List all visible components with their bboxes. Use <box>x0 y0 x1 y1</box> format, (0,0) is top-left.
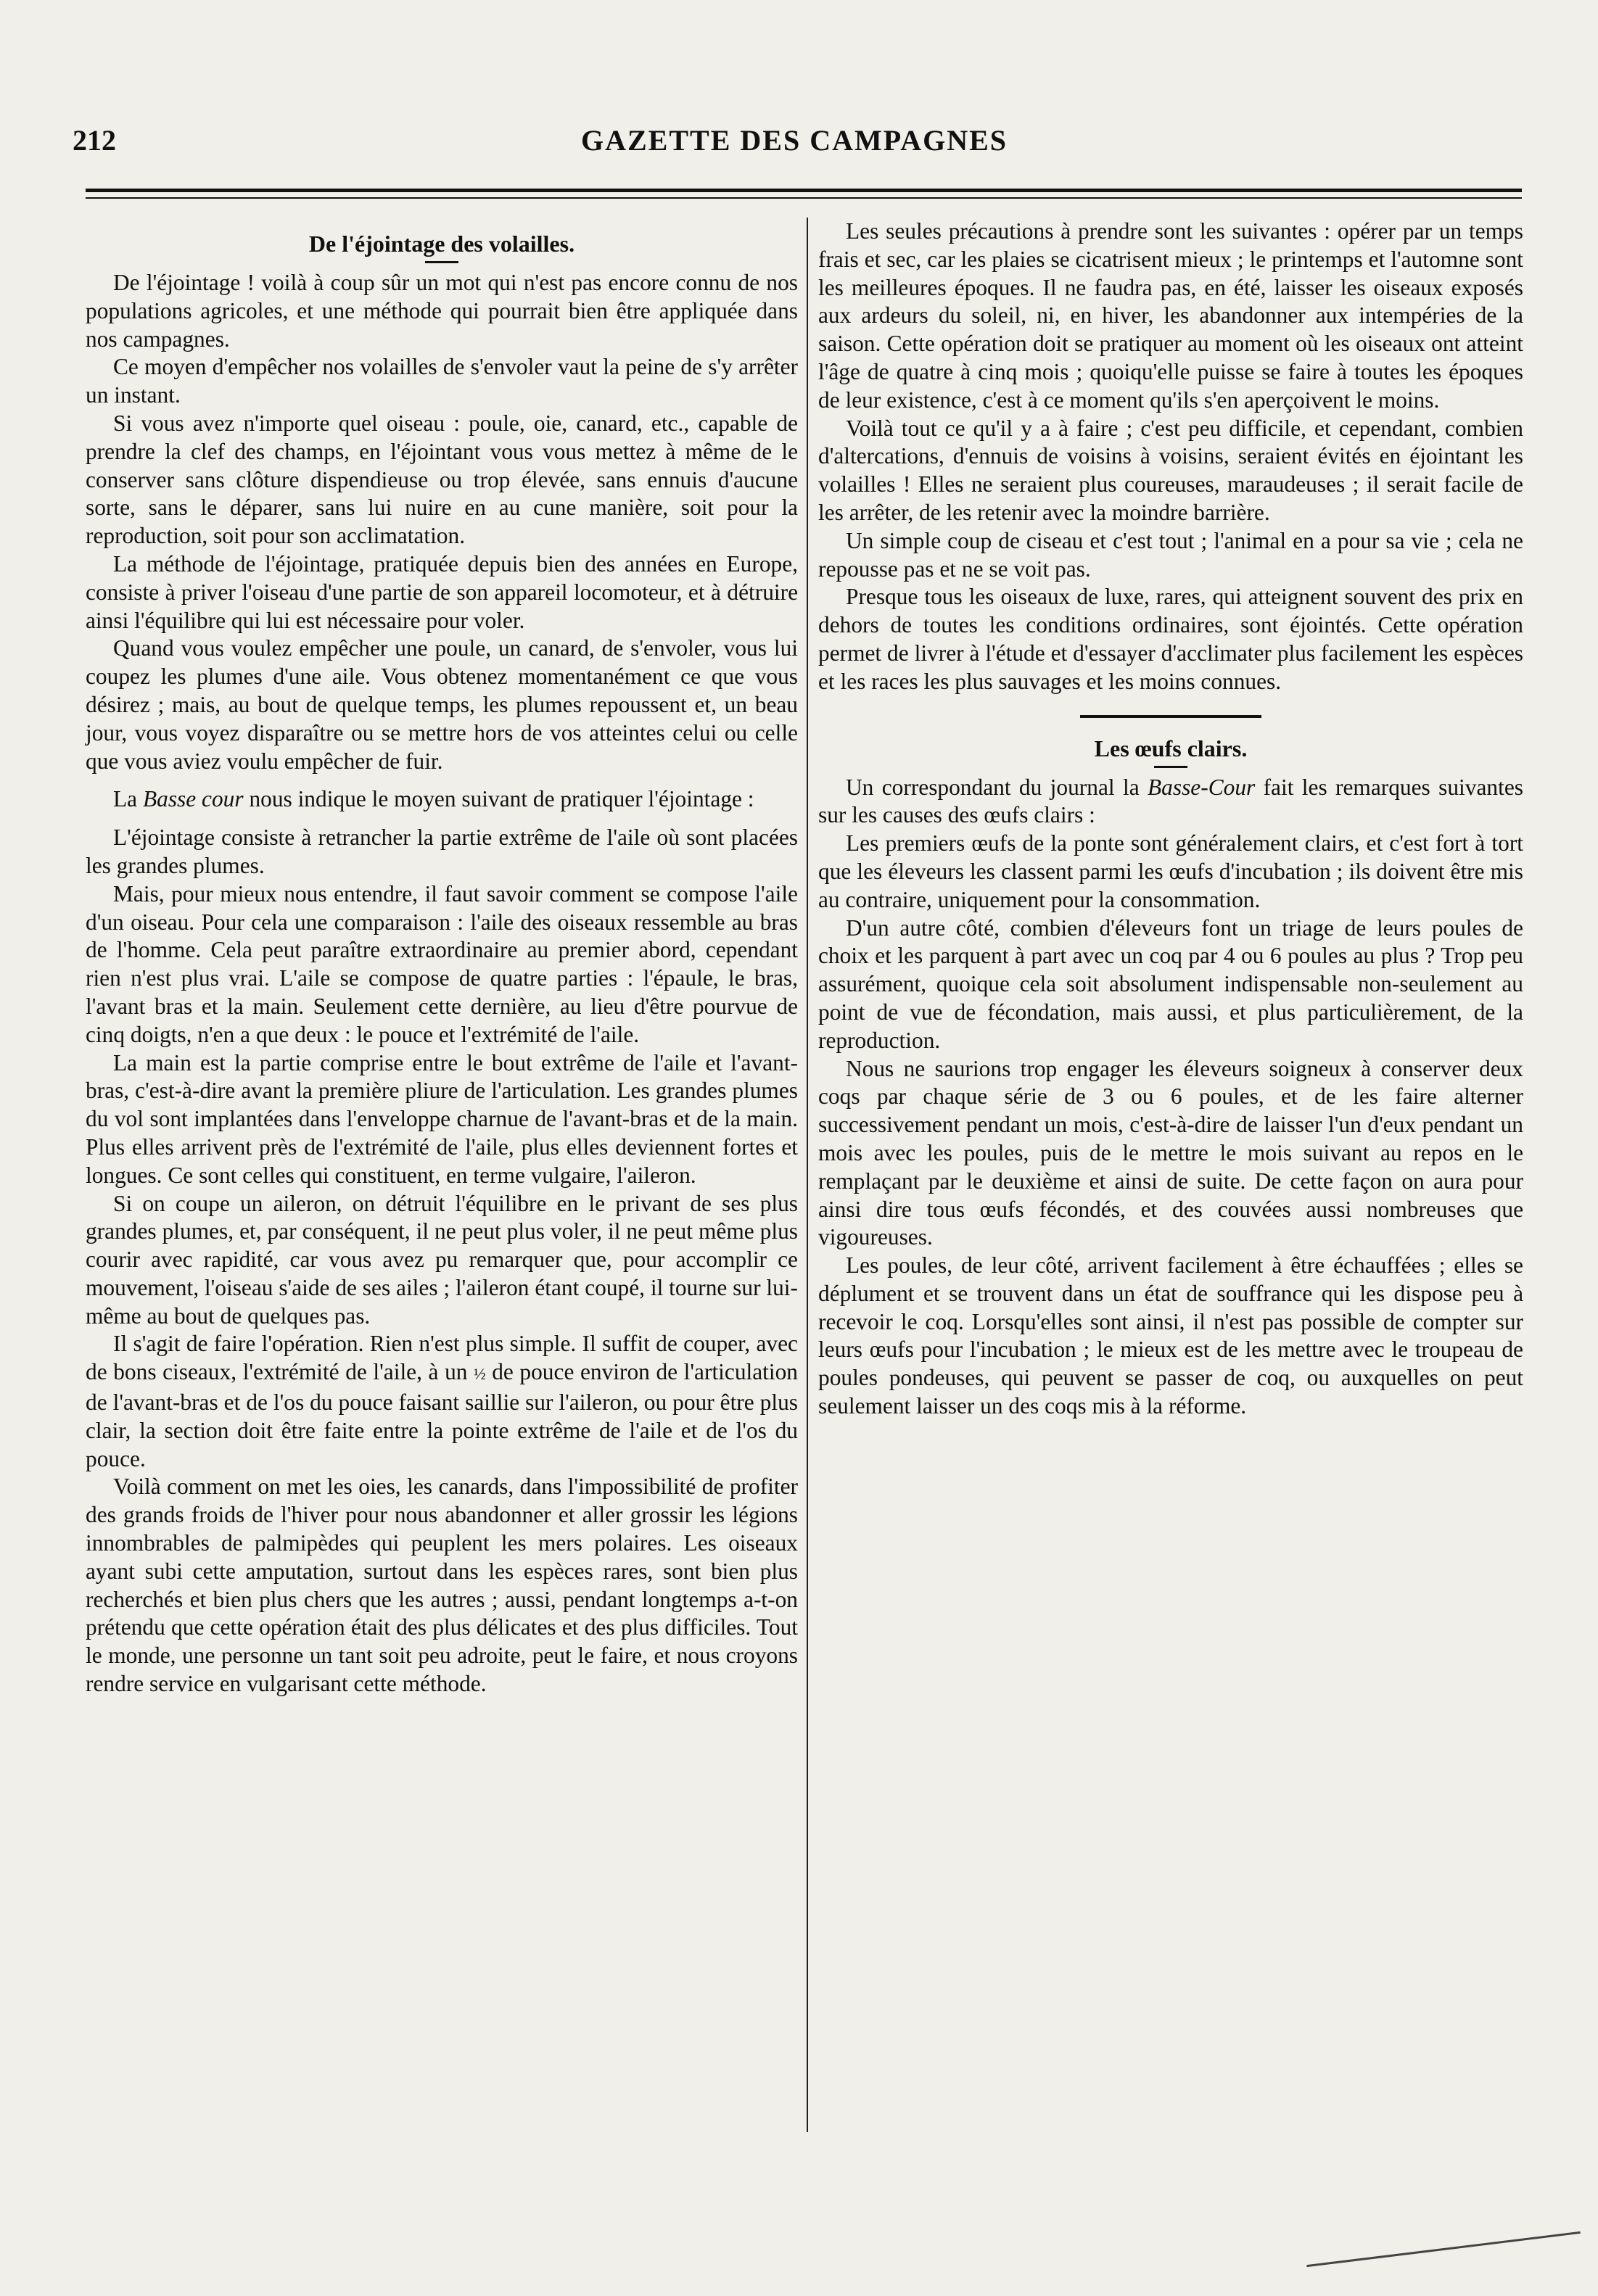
article-separator <box>1080 715 1261 718</box>
title-dash <box>425 261 458 263</box>
paragraph <box>86 785 798 814</box>
page-header <box>65 123 1523 167</box>
text-run: de pouce environ de l'articulation de l'avant-bras et de l'os du pouce faisant saillie sur l'aileron, ou pour être plus clair, la section doit être faite entre la pointe extrême de l'aile et de l'os du pouce. <box>86 1359 799 1471</box>
paragraph: De l'éjointage ! voilà à coup sûr un mot qui n'est pas encore connu de nos populations agricoles, et une méthode qui pourrait bien être appliquée dans nos campagnes. <box>86 270 798 352</box>
paragraph: Mais, pour mieux nous entendre, il faut savoir comment se compose l'aile d'un oiseau. Pour cela une comparaison : l'aile des oiseaux ressemble au bras de l'homme. Cela peut paraître extraordinaire au premier abord, cependant rien n'est plus vrai. L'aile se compose de quatre parties : l'épaule, le bras, l'avant bras et la main. Seulement cette dernière, au lieu d'être pourvue de cinq doigts, n'en a que deux : le pouce et l'extrémité de l'aile. <box>86 880 798 1047</box>
article-title-oeufs-clairs: Les œufs clairs. <box>1094 735 1248 761</box>
paragraph: Un simple coup de ciseau et c'est tout ; l'animal en a pour sa vie ; cela ne repousse pas et ne se voit pas. <box>818 527 1523 582</box>
paragraph: L'éjointage consiste à retrancher la partie extrême de l'aile où sont placées les grandes plumes. <box>86 825 798 878</box>
page-number: 212 <box>73 124 116 157</box>
paragraph: La méthode de l'éjointage, pratiquée depuis bien des années en Europe, consiste à priver l'oiseau d'une partie de son appareil locomoteur, et à détruire ainsi l'équilibre qui lui est nécessaire pour voler. <box>86 550 798 633</box>
paragraph: Voilà tout ce qu'il y a à faire ; c'est peu difficile, et cependant, combien d'altercations, d'ennuis de voisins à voisins, seraient évités en éjointant les volailles ! Elles ne seraient plus coureuses, maraudeuses ; il serait facile de les arrêter, de les retenir avec la moindre barrière. <box>818 415 1523 525</box>
header-rule-thin <box>86 197 1522 199</box>
header-rule-thick <box>86 189 1522 192</box>
paragraph: Nous ne saurions trop engager les éleveurs soigneux à conserver deux coqs par chaque série de 3 ou 6 poules, et de les faire alterner successivement pendant un mois, c'est-à-dire de laisser l'un d'eux pendant un mois avec les poules, puis de le mettre le mois suivant au repos en le remplaçant par le deuxième et ainsi de suite. De cette façon on aura pour ainsi dire tous œufs fécondés, et des couvées aussi nombreuses que vigoureuses. <box>818 1055 1523 1250</box>
paragraph: Si vous avez n'importe quel oiseau : poule, oie, canard, etc., capable de prendre la clef des champs, en l'éjointant vous vous mettez à même de le conserver sans clôture dispendieuse ou trop élevée, sans ennuis d'aucune sorte, sans le déparer, sans lui nuire en au cune manière, soit pour la reproduction, soit pour son acclimatation. <box>86 410 798 549</box>
ink-stroke <box>1306 2231 1581 2267</box>
paragraph: Ce moyen d'empêcher nos volailles de s'envoler vaut la peine de s'y arrêter un instant. <box>86 354 798 408</box>
text-run: La <box>113 786 143 812</box>
article-title-ejointage: De l'éjointage des volailles. <box>308 231 575 257</box>
text-run: Un correspondant du journal la <box>846 774 1148 800</box>
paragraph: Les poules, de leur côté, arrivent facilement à être échauffées ; elles se déplument et se trouvent dans un état de souffrance qui les dispose peu à recevoir le coq. Lorsqu'elles sont ainsi, il n'est pas possible de compter sur leurs œufs pour l'incubation ; le mieux est de les mettre avec le troupeau de poules pondeuses, qui peuvent se passer de coq, ou auxquelles on peut seulement laisser un des coqs mis à la réforme. <box>818 1252 1523 1419</box>
paragraph: Voilà comment on met les oies, les canards, dans l'impossibilité de profiter des grands froids de l'hiver pour nous abandonner et aller grossir les légions innombrables de palmipèdes qui peuplent les mers polaires. Les oiseaux ayant subi cette amputation, surtout dans les espèces rares, sont bien plus recherchés et bien plus chers que les autres ; aussi, pendant longtemps a-t-on prétendu que cette opération était des plus délicates et des plus difficiles. Tout le monde, une personne un tant soit peu adroite, peut le faire, et nous croyons rendre service en vulgarisant cette méthode. <box>86 1474 798 1697</box>
text-run: nous indique le moyen suivant de pratiquer l'éjointage : <box>243 786 754 812</box>
text-run: Il s'agit de faire l'opération. Rien n'est plus simple. Il suffit de couper, avec de bons ciseaux, l'extrémité de l'aile, à un <box>86 1331 798 1385</box>
paragraph: Les premiers œufs de la ponte sont généralement clairs, et c'est fort à tort que les éleveurs les classent parmi les œufs d'incubation ; ils doivent être mis au contraire, uniquement pour la consommation. <box>818 830 1523 912</box>
right-column <box>818 218 1523 2151</box>
journal-name: Basse-Cour <box>1148 774 1256 800</box>
paragraph <box>86 1330 798 1473</box>
paragraph: La main est la partie comprise entre le bout extrême de l'aile et l'avant-bras, c'est-à-dire avant la première pliure de l'articulation. Les grandes plumes du vol sont implantées dans l'enveloppe charnue de l'avant-bras et de la main. Plus elles arrivent près de l'extrémité de l'aile, plus elles deviennent fortes et longues. Ce sont celles qui constituent, en terme vulgaire, l'aileron. <box>86 1049 798 1188</box>
left-column <box>86 218 798 2151</box>
fraction: ½ <box>474 1365 486 1384</box>
paragraph: Les seules précautions à prendre sont les suivantes : opérer par un temps frais et sec, car les plaies se cicatrisent mieux ; le printemps et l'automne sont les meilleures époques. Il ne faudra pas, en été, laisser les oiseaux exposés aux ardeurs du soleil, ni, en hiver, les abandonner aux intempéries de la saison. Cette opération doit se pratiquer au moment où les oiseaux ont atteint l'âge de quatre à cinq mois ; quoiqu'elle puisse se faire à toutes les époques de leur existence, c'est à ce moment qu'ils s'en aperçoivent le moins. <box>818 218 1523 413</box>
text-run: fait les remarques suivantes sur les causes des œufs clairs : <box>818 774 1523 828</box>
journal-name: Basse cour <box>142 786 244 812</box>
title-dash <box>1154 766 1187 768</box>
paragraph: Si on coupe un aileron, on détruit l'équilibre en le privant de ses plus grandes plumes, et, par conséquent, il ne peut plus voler, il ne peut même plus courir avec rapidité, car vous avez pu remarquer que, pour accomplir ce mouvement, l'oiseau s'aide de ses ailes ; l'aileron étant coupé, il tourne sur lui-même au bout de quelques pas. <box>86 1190 798 1329</box>
paragraph: Quand vous voulez empêcher une poule, un canard, de s'envoler, vous lui coupez les plumes d'une aile. Vous obtenez momentanément ce que vous désirez ; mais, au bout de quelque temps, les plumes repoussent et, un beau jour, vous voyez disparaître ou se mettre hors de vos atteintes celui ou celle que vous aviez voulu empêcher de fuir. <box>86 635 798 774</box>
column-divider <box>807 218 808 2132</box>
running-title: GAZETTE DES CAMPAGNES <box>580 124 1008 157</box>
paragraph <box>818 774 1523 830</box>
paragraph: Presque tous les oiseaux de luxe, rares, qui atteignent souvent des prix en dehors de toutes les conditions ordinaires, sont éjointés. Cette opération permet de livrer à l'étude et d'essayer d'acclimater plus facilement les espèces et les races les plus sauvages et les moins connues. <box>818 584 1523 694</box>
paragraph: D'un autre côté, combien d'éleveurs font un triage de leurs poules de choix et les parquent à part avec un coq par 4 ou 6 poules au plus ? Trop peu assurément, quoique cela soit absolument indispensable non-seulement au point de vue de fécondation, mais aussi, et plus particulièrement, de la reproduction. <box>818 914 1523 1053</box>
